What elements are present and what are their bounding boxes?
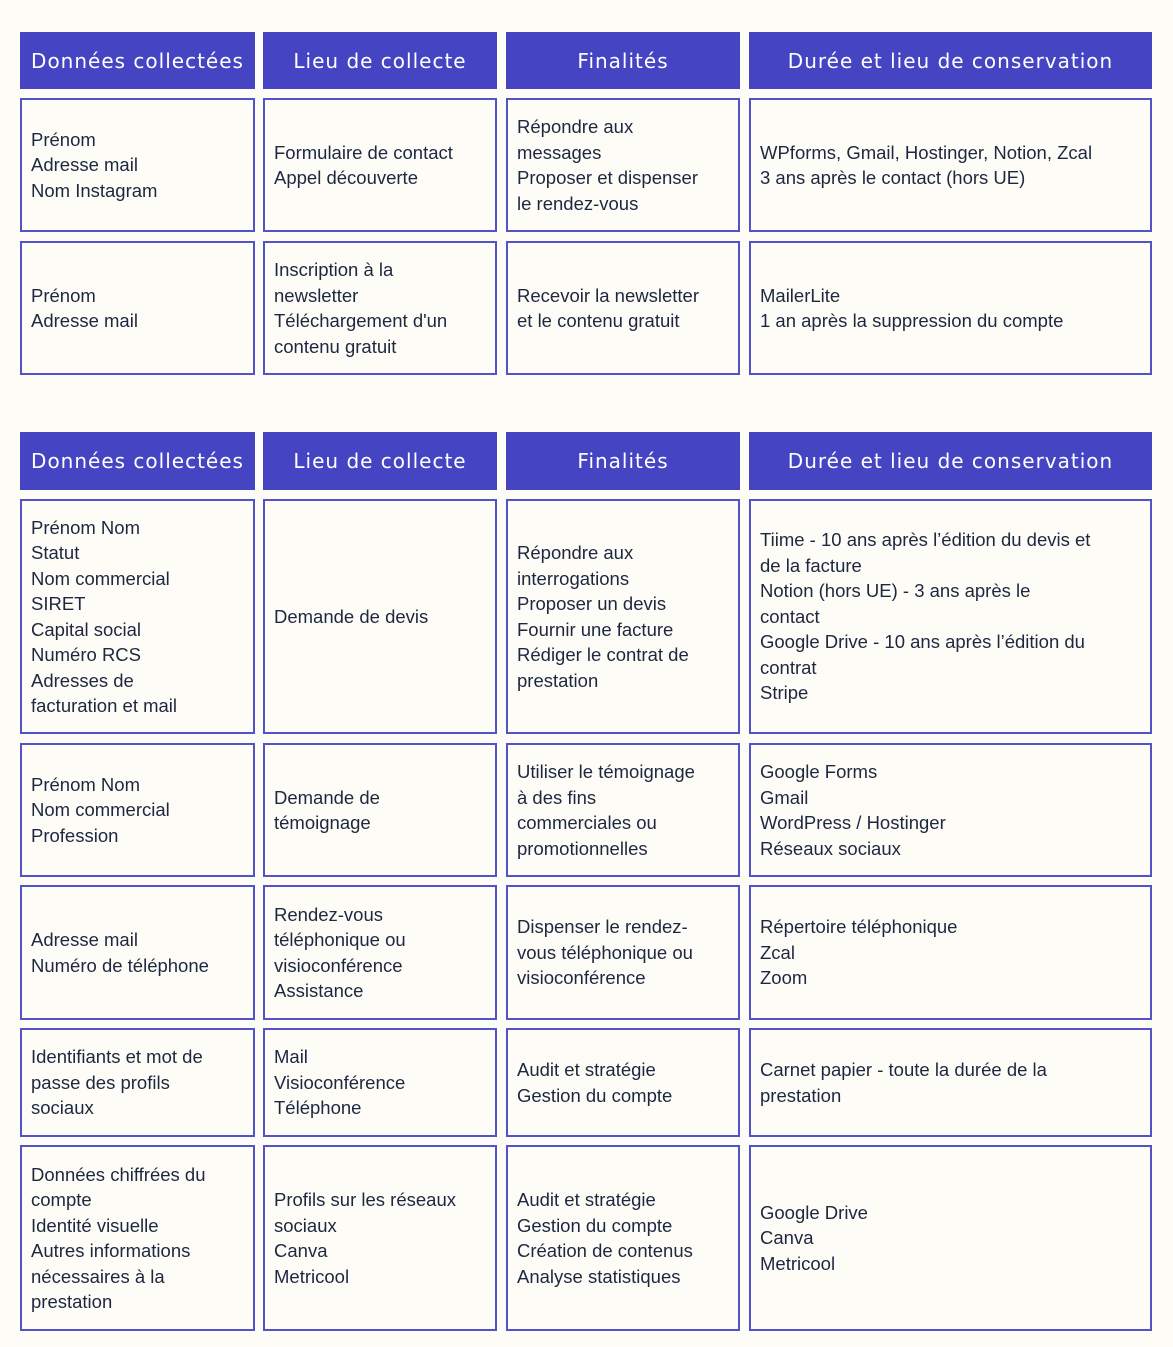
cell-finalites [506, 885, 740, 1020]
cell-line: Formulaire de contact [274, 141, 453, 163]
cell-line: Audit et stratégie [517, 1189, 656, 1210]
cell-line: facturation et mail [31, 695, 178, 716]
cell-lieu-de-collecte [263, 98, 497, 232]
cell-lieu-de-collecte [263, 1145, 497, 1331]
cell-line: Demande de [274, 786, 380, 808]
cell-line: témoignage [274, 812, 371, 833]
header-donnees-collectees: Données collectées [20, 432, 255, 490]
cell-donnees-collectees [20, 1028, 255, 1137]
header-lieu-de-collecte: Lieu de collecte [263, 32, 497, 89]
header-lieu-de-collecte: Lieu de collecte [263, 432, 497, 490]
cell-lieu-de-collecte [263, 499, 497, 734]
cell-line: Nom commercial [31, 567, 170, 589]
cell-line: Metricool [760, 1252, 836, 1274]
cell-duree-conservation [749, 1145, 1152, 1331]
cell-text [31, 283, 138, 334]
cell-lieu-de-collecte [263, 241, 497, 375]
cell-line: Notion (hors UE) - 3 ans après le [760, 580, 1031, 602]
cell-line: contenu gratuit [274, 335, 397, 357]
header-finalites: Finalités [506, 432, 740, 490]
cell-text [31, 1044, 203, 1121]
cell-line: Statut [31, 542, 80, 563]
cell-finalites [506, 98, 740, 232]
cell-line: Identifiants et mot de [31, 1046, 203, 1068]
cell-text [760, 1200, 868, 1277]
cell-line: WPforms, Gmail, Hostinger, Notion, Zcal [760, 141, 1093, 163]
cell-line: vous téléphonique ou [517, 941, 693, 963]
cell-line: Répertoire téléphonique [760, 916, 958, 938]
cell-donnees-collectees [20, 98, 255, 232]
cell-line: Assistance [274, 980, 364, 1001]
cell-line: Gestion du compte [517, 1214, 673, 1236]
cell-text [274, 257, 447, 359]
cell-line: prestation [760, 1084, 842, 1106]
cell-line: contact [760, 605, 820, 627]
cell-line: Mail [274, 1046, 308, 1068]
cell-line: visioconférence [517, 967, 646, 989]
cell-line: Répondre aux [517, 116, 634, 137]
cell-line: Visioconférence [274, 1071, 406, 1093]
cell-line: Stripe [760, 682, 809, 704]
cell-line: Prénom Nom [31, 773, 140, 795]
cell-line: SIRET [31, 593, 86, 614]
cell-line: Adresses de [31, 669, 134, 691]
cell-line: visioconférence [274, 954, 403, 976]
cell-line: Téléphone [274, 1097, 362, 1119]
cell-line: de la facture [760, 554, 862, 576]
cell-line: Zcal [760, 941, 795, 963]
cell-donnees-collectees [20, 743, 255, 877]
cell-line: Identité visuelle [31, 1214, 159, 1236]
cell-line: Analyse statistiques [517, 1265, 681, 1287]
cell-line: Canva [274, 1240, 328, 1261]
cell-line: passe des profils [31, 1071, 170, 1093]
cell-line: Numéro de téléphone [31, 954, 209, 976]
cell-line: MailerLite [760, 284, 841, 306]
cell-line: Proposer un devis [517, 593, 667, 614]
cell-text [31, 927, 209, 978]
cell-line: Profession [31, 824, 119, 846]
cell-line: messages [517, 141, 602, 163]
cell-duree-conservation [749, 499, 1152, 734]
cell-line: compte [31, 1189, 92, 1210]
cell-finalites [506, 743, 740, 877]
cell-text [760, 527, 1090, 706]
cell-text [274, 1187, 456, 1289]
cell-line: commerciales ou [517, 812, 657, 833]
cell-line: Répondre aux [517, 542, 634, 563]
cell-text [274, 902, 406, 1004]
cell-text [274, 785, 380, 836]
cell-line: Gestion du compte [517, 1084, 673, 1106]
cell-line: Adresse mail [31, 310, 138, 331]
cell-line: Metricool [274, 1265, 350, 1287]
cell-text [274, 604, 428, 630]
cell-text [517, 1187, 693, 1289]
cell-line: Prénom [31, 284, 96, 306]
cell-duree-conservation [749, 885, 1152, 1020]
cell-line: Nom commercial [31, 799, 170, 821]
cell-line: Prénom Nom [31, 516, 140, 538]
cell-line: Rendez-vous [274, 903, 384, 925]
cell-donnees-collectees [20, 1145, 255, 1331]
cell-duree-conservation [749, 743, 1152, 877]
cell-line: Capital social [31, 618, 142, 640]
cell-line: Inscription à la [274, 259, 394, 280]
cell-text [31, 1162, 206, 1315]
cell-duree-conservation [749, 1028, 1152, 1137]
cell-lieu-de-collecte [263, 885, 497, 1020]
cell-donnees-collectees [20, 241, 255, 375]
cell-line: sociaux [274, 1214, 337, 1236]
header-finalites: Finalités [506, 32, 740, 89]
cell-line: Zoom [760, 967, 808, 989]
cell-line: Proposer et dispenser [517, 167, 698, 188]
cell-text [31, 772, 170, 849]
cell-line: Données chiffrées du [31, 1163, 206, 1185]
cell-line: newsletter [274, 284, 359, 306]
cell-line: nécessaires à la [31, 1265, 165, 1287]
cell-line: promotionnelles [517, 837, 648, 859]
cell-line: Google Drive [760, 1201, 868, 1223]
cell-line: Tiime - 10 ans après l’édition du devis et [760, 529, 1091, 551]
cell-text [760, 140, 1092, 191]
cell-line: Profils sur les réseaux [274, 1189, 456, 1210]
cell-line: Demande de devis [274, 605, 429, 627]
cell-line: contrat [760, 656, 817, 678]
cell-finalites [506, 1145, 740, 1331]
cell-text [517, 114, 698, 216]
cell-line: prestation [31, 1291, 113, 1312]
cell-duree-conservation [749, 241, 1152, 375]
cell-line: Carnet papier - toute la durée de la [760, 1059, 1047, 1080]
cell-line: 3 ans après le contact (hors UE) [760, 167, 1026, 188]
cell-lieu-de-collecte [263, 1028, 497, 1137]
cell-line: téléphonique ou [274, 929, 406, 950]
cell-line: sociaux [31, 1097, 94, 1119]
cell-line: Audit et stratégie [517, 1059, 656, 1080]
header-duree-conservation: Durée et lieu de conservation [749, 32, 1152, 89]
cell-line: Google Drive - 10 ans après l’édition du [760, 631, 1085, 653]
cell-text [274, 140, 453, 191]
cell-finalites [506, 1028, 740, 1137]
cell-finalites [506, 499, 740, 734]
cell-text [760, 1057, 1047, 1108]
cell-line: Adresse mail [31, 929, 138, 950]
cell-line: Réseaux sociaux [760, 837, 901, 859]
cell-text [517, 283, 699, 334]
cell-line: Téléchargement d'un [274, 310, 448, 331]
cell-text [517, 759, 695, 861]
cell-line: Gmail [760, 786, 809, 808]
cell-line: Google Forms [760, 761, 878, 782]
cell-line: et le contenu gratuit [517, 310, 680, 331]
cell-text [517, 1057, 672, 1108]
cell-line: Numéro RCS [31, 644, 141, 665]
cell-line: le rendez-vous [517, 192, 639, 214]
cell-line: à des fins [517, 786, 597, 808]
cell-line: prestation [517, 669, 599, 691]
cell-text [760, 914, 957, 991]
cell-text [517, 914, 693, 991]
cell-duree-conservation [749, 98, 1152, 232]
cell-line: Fournir une facture [517, 618, 674, 640]
cell-line: Adresse mail [31, 154, 138, 176]
cell-text [274, 1044, 405, 1121]
cell-line: Autres informations [31, 1240, 191, 1261]
cell-line: Prénom [31, 128, 96, 150]
cell-line: Dispenser le rendez- [517, 916, 688, 938]
cell-lieu-de-collecte [263, 743, 497, 877]
header-donnees-collectees: Données collectées [20, 32, 255, 89]
cell-donnees-collectees [20, 499, 255, 734]
cell-line: 1 an après la suppression du compte [760, 310, 1064, 331]
cell-line: Rédiger le contrat de [517, 644, 689, 665]
cell-finalites [506, 241, 740, 375]
cell-text [517, 540, 689, 693]
cell-line: Recevoir la newsletter [517, 284, 699, 306]
cell-line: Nom Instagram [31, 179, 158, 201]
header-duree-conservation: Durée et lieu de conservation [749, 432, 1152, 490]
cell-line: Création de contenus [517, 1240, 693, 1261]
cell-text [31, 127, 157, 204]
cell-line: interrogations [517, 567, 630, 589]
cell-line: Appel découverte [274, 167, 418, 188]
cell-text [760, 283, 1063, 334]
cell-line: Utiliser le témoignage [517, 761, 695, 782]
cell-text [760, 759, 946, 861]
cell-donnees-collectees [20, 885, 255, 1020]
cell-line: Canva [760, 1227, 814, 1249]
cell-text [31, 515, 177, 719]
cell-line: WordPress / Hostinger [760, 812, 946, 833]
